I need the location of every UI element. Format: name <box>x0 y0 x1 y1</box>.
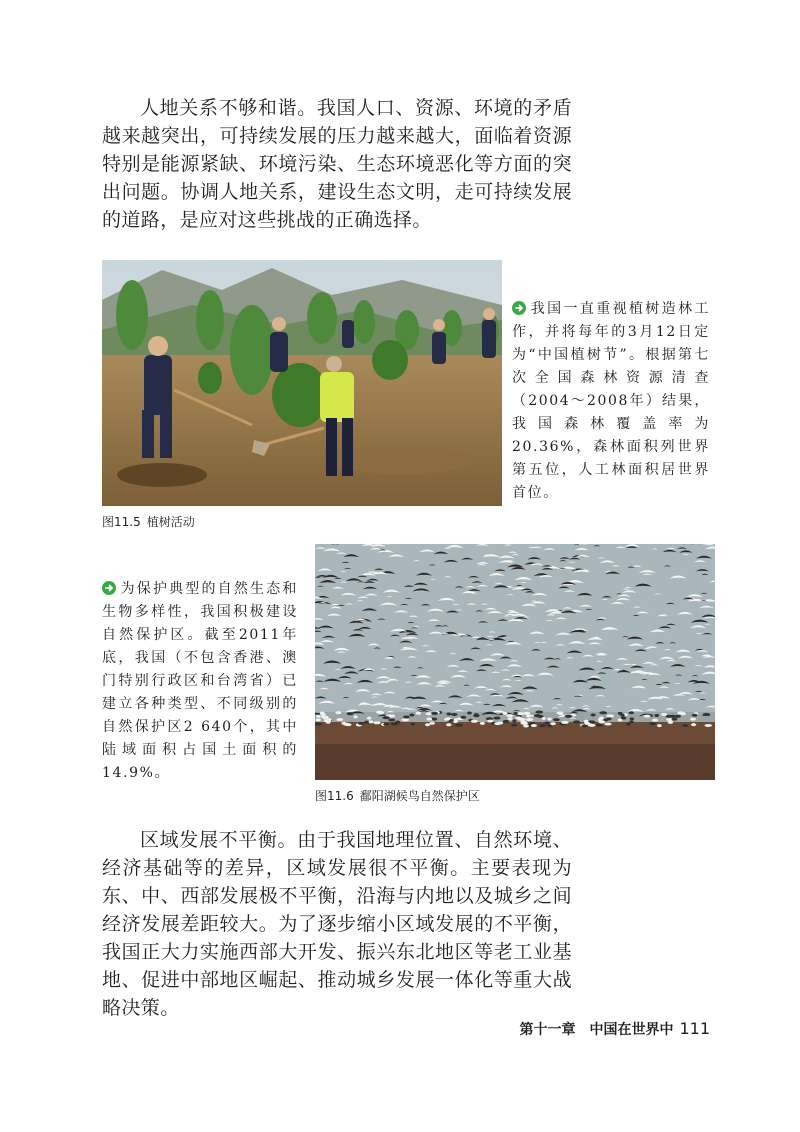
arrow-right-circle-icon <box>102 581 116 595</box>
figure-title: 鄱阳湖候鸟自然保护区 <box>359 789 480 803</box>
figure-caption-bird <box>315 788 480 804</box>
page-footer <box>519 1019 710 1039</box>
side-note-tree-text: 我国一直重视植树造林工作，并将每年的3月12日定为“中国植树节”。根据第七次全国森林资源清查（2004～2008年）结果，我国森林覆盖率为20.36%，森林面积列世界第五位，人工林面积居世界首位。 <box>512 301 710 501</box>
chapter-title: 中国在世界中 <box>589 1022 674 1038</box>
migratory-birds-photo <box>315 544 715 780</box>
figure-title: 植树活动 <box>146 515 195 529</box>
side-note-bird-text: 为保护典型的自然生态和生物多样性，我国积极建设自然保护区。截至2011年底，我国（不包含香港、澳门特别行政区和台湾省）已建立各种类型、不同级别的自然保护区2 640个，其中陆域面积占国土面积的14.9%。 <box>102 581 298 781</box>
paragraph-human-land: 人地关系不够和谐。我国人口、资源、环境的矛盾越来越突出，可持续发展的压力越来越大，面临着资源特别是能源紧缺、环境污染、生态环境恶化等方面的突出问题。协调人地关系，建设生态文明，走可持续发展的道路，是应对这些挑战的正确选择。 <box>102 97 572 231</box>
figure-number: 图11.5 <box>102 515 141 529</box>
page-number: 111 <box>679 1019 710 1038</box>
figure-caption-tree <box>102 514 195 530</box>
chapter-label: 第十一章 <box>519 1022 576 1038</box>
side-note-bird <box>102 578 298 785</box>
figure-number: 图11.6 <box>315 789 354 803</box>
tree-planting-photo <box>102 260 502 506</box>
paragraph-regional-development: 区域发展不平衡。由于我国地理位置、自然环境、经济基础等的差异，区域发展很不平衡。主要表现为东、中、西部发展极不平衡，沿海与内地以及城乡之间经济发展差距较大。为了逐步缩小区域发展的不平衡，我国正大力实施西部大开发、振兴东北地区等老工业基地、促进中部地区崛起、推动城乡发展一体化等重大战略决策。 <box>102 829 572 1019</box>
side-note-tree <box>512 298 710 505</box>
arrow-right-circle-icon <box>512 301 526 315</box>
